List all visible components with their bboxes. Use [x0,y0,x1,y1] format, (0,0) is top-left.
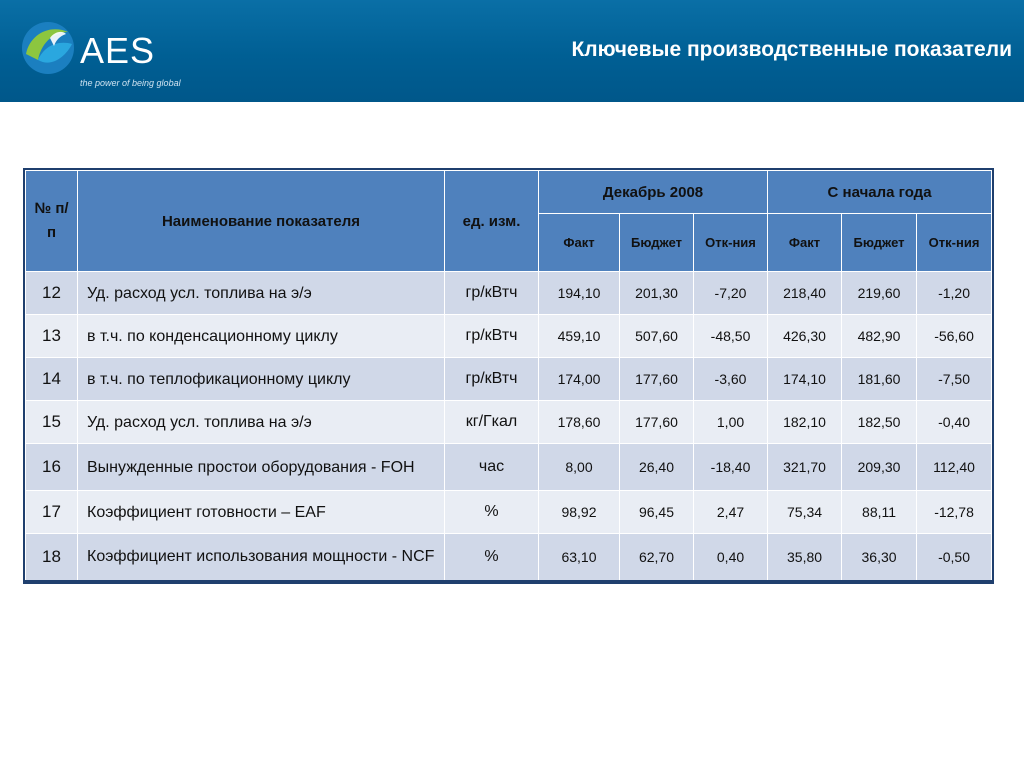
table-row [26,534,992,581]
ytd-budget-cell: 219,60 [842,272,917,315]
dec-deviation-cell: 0,40 [694,534,768,581]
row-number: 17 [26,491,78,534]
ytd-fact-cell: 218,40 [768,272,842,315]
dec-fact-cell: 63,10 [539,534,620,581]
ytd-budget-cell: 181,60 [842,358,917,401]
col-header-ytd-fact: Факт [768,214,842,272]
ytd-budget-cell: 482,90 [842,315,917,358]
aes-logo [20,20,190,92]
ytd-budget-cell: 36,30 [842,534,917,581]
unit-cell: гр/кВтч [445,272,539,315]
logo-tagline: the power of being global [80,78,181,88]
table-row [26,491,992,534]
dec-deviation-cell: -18,40 [694,444,768,491]
indicator-name: Уд. расход усл. топлива на э/э [78,401,445,444]
row-number: 18 [26,534,78,581]
table-row [26,358,992,401]
ytd-deviation-cell: -0,50 [917,534,992,581]
row-number: 15 [26,401,78,444]
dec-budget-cell: 177,60 [620,401,694,444]
row-number: 13 [26,315,78,358]
ytd-deviation-cell: -56,60 [917,315,992,358]
row-number: 14 [26,358,78,401]
ytd-deviation-cell: -7,50 [917,358,992,401]
ytd-budget-cell: 182,50 [842,401,917,444]
unit-cell: % [445,534,539,581]
col-header-num: № п/п [26,171,78,272]
header-bar [0,0,1024,102]
ytd-fact-cell: 35,80 [768,534,842,581]
dec-budget-cell: 62,70 [620,534,694,581]
row-number: 16 [26,444,78,491]
indicator-name: Уд. расход усл. топлива на э/э [78,272,445,315]
col-header-dec-budget: Бюджет [620,214,694,272]
row-number: 12 [26,272,78,315]
dec-fact-cell: 178,60 [539,401,620,444]
logo-text: AES [80,30,156,71]
dec-deviation-cell: -3,60 [694,358,768,401]
indicator-name: в т.ч. по конденсационному циклу [78,315,445,358]
ytd-budget-cell: 209,30 [842,444,917,491]
dec-budget-cell: 177,60 [620,358,694,401]
col-header-december-2008: Декабрь 2008 [539,171,768,214]
dec-fact-cell: 174,00 [539,358,620,401]
ytd-budget-cell: 88,11 [842,491,917,534]
dec-fact-cell: 459,10 [539,315,620,358]
dec-deviation-cell: 2,47 [694,491,768,534]
table-row [26,401,992,444]
table-row [26,444,992,491]
indicator-name: в т.ч. по теплофикационному циклу [78,358,445,401]
unit-cell: кг/Гкал [445,401,539,444]
ytd-deviation-cell: -0,40 [917,401,992,444]
dec-fact-cell: 98,92 [539,491,620,534]
col-header-ytd-deviation: Отк-ния [917,214,992,272]
ytd-deviation-cell: -1,20 [917,272,992,315]
ytd-fact-cell: 174,10 [768,358,842,401]
table-row [26,315,992,358]
dec-deviation-cell: -48,50 [694,315,768,358]
col-header-year-to-date: С начала года [768,171,992,214]
ytd-fact-cell: 426,30 [768,315,842,358]
unit-cell: гр/кВтч [445,358,539,401]
ytd-fact-cell: 182,10 [768,401,842,444]
dec-deviation-cell: 1,00 [694,401,768,444]
table-row [26,272,992,315]
ytd-deviation-cell: 112,40 [917,444,992,491]
indicator-name: Вынужденные простои оборудования - FOH [78,444,445,491]
col-header-name: Наименование показателя [78,171,445,272]
table-header-row [26,171,992,214]
page-title: Ключевые производственные показатели [571,38,1012,61]
col-header-dec-fact: Факт [539,214,620,272]
dec-fact-cell: 8,00 [539,444,620,491]
col-header-ytd-budget: Бюджет [842,214,917,272]
col-header-dec-deviation: Отк-ния [694,214,768,272]
dec-fact-cell: 194,10 [539,272,620,315]
ytd-fact-cell: 75,34 [768,491,842,534]
col-header-unit: ед. изм. [445,171,539,272]
dec-deviation-cell: -7,20 [694,272,768,315]
ytd-deviation-cell: -12,78 [917,491,992,534]
dec-budget-cell: 507,60 [620,315,694,358]
dec-budget-cell: 201,30 [620,272,694,315]
dec-budget-cell: 96,45 [620,491,694,534]
aes-globe-icon [20,20,76,76]
dec-budget-cell: 26,40 [620,444,694,491]
ytd-fact-cell: 321,70 [768,444,842,491]
unit-cell: час [445,444,539,491]
indicator-name: Коэффициент готовности – EAF [78,491,445,534]
unit-cell: % [445,491,539,534]
indicator-name: Коэффициент использования мощности - NCF [78,534,445,581]
unit-cell: гр/кВтч [445,315,539,358]
kpi-table [25,170,992,582]
